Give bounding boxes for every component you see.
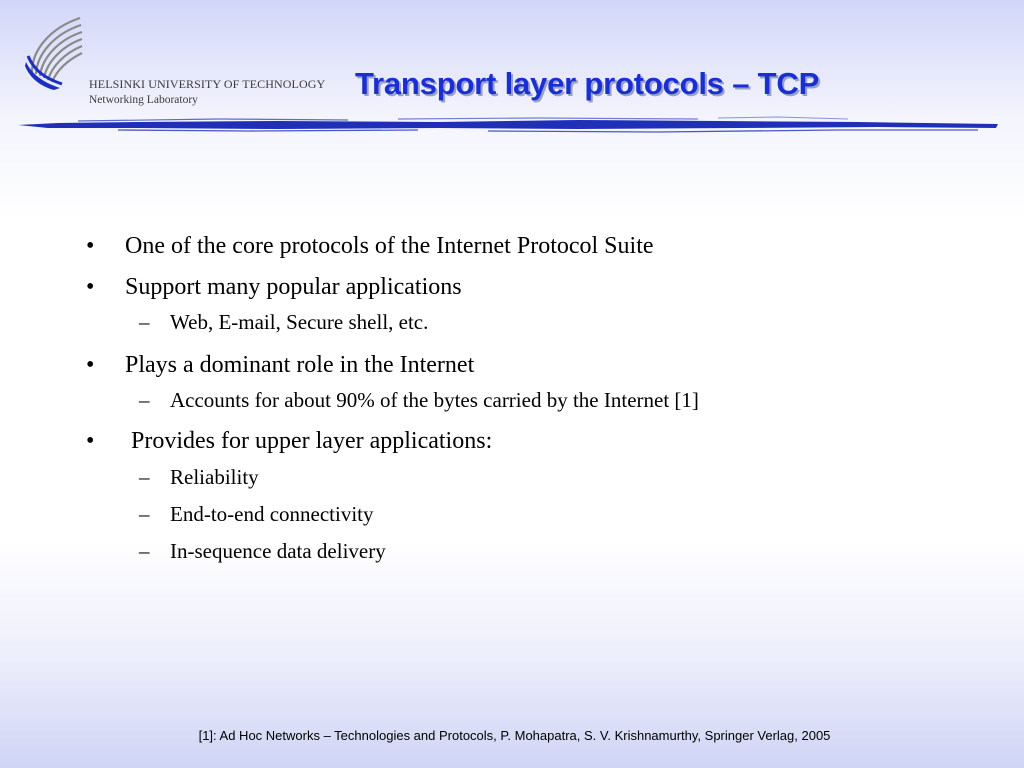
bullet-list (86, 230, 966, 574)
sub-bullet-marker: – (139, 310, 150, 334)
bullet-item (86, 230, 966, 271)
bullet-text: Plays a dominant role in the Internet (125, 352, 475, 378)
hut-logo-icon (24, 16, 84, 92)
bullet-marker: • (86, 233, 95, 259)
bullet-marker: • (86, 428, 95, 454)
sub-bullet-marker: – (139, 388, 150, 412)
institution-block (89, 78, 325, 107)
institution-name: HELSINKI UNIVERSITY OF TECHNOLOGY (89, 77, 326, 91)
slide-title: Transport layer protocols – TCP (355, 66, 820, 101)
sub-bullet-text: Accounts for about 90% of the bytes carried by the Internet [1] (170, 388, 699, 412)
sub-bullet-item (86, 386, 966, 425)
bullet-marker: • (86, 274, 95, 300)
bullet-text: One of the core protocols of the Internet Protocol Suite (125, 233, 654, 259)
sub-bullet-marker: – (139, 502, 150, 526)
bullet-item (86, 425, 966, 463)
sub-bullet-item (86, 463, 966, 500)
bullet-text: Support many popular applications (125, 274, 462, 300)
sub-bullet-text: End-to-end connectivity (170, 502, 374, 526)
bullet-text: Provides for upper layer applications: (125, 428, 493, 454)
sub-bullet-text: Reliability (170, 465, 259, 489)
sub-bullet-item (86, 537, 966, 574)
sub-bullet-item (86, 500, 966, 537)
lab-name: Networking Laboratory (89, 94, 198, 106)
bullet-item (86, 349, 966, 386)
bullet-marker: • (86, 352, 95, 378)
footnote-citation: [1]: Ad Hoc Networks – Technologies and Protocols, P. Mohapatra, S. V. Krishnamurthy, Springer Verlag, 2005 (198, 728, 831, 743)
sub-bullet-text: In-sequence data delivery (170, 539, 386, 563)
sub-bullet-text: Web, E-mail, Secure shell, etc. (170, 310, 429, 334)
title-divider (18, 112, 998, 138)
sub-bullet-marker: – (139, 465, 150, 489)
bullet-item (86, 271, 966, 308)
sub-bullet-marker: – (139, 539, 150, 563)
sub-bullet-item (86, 308, 966, 349)
